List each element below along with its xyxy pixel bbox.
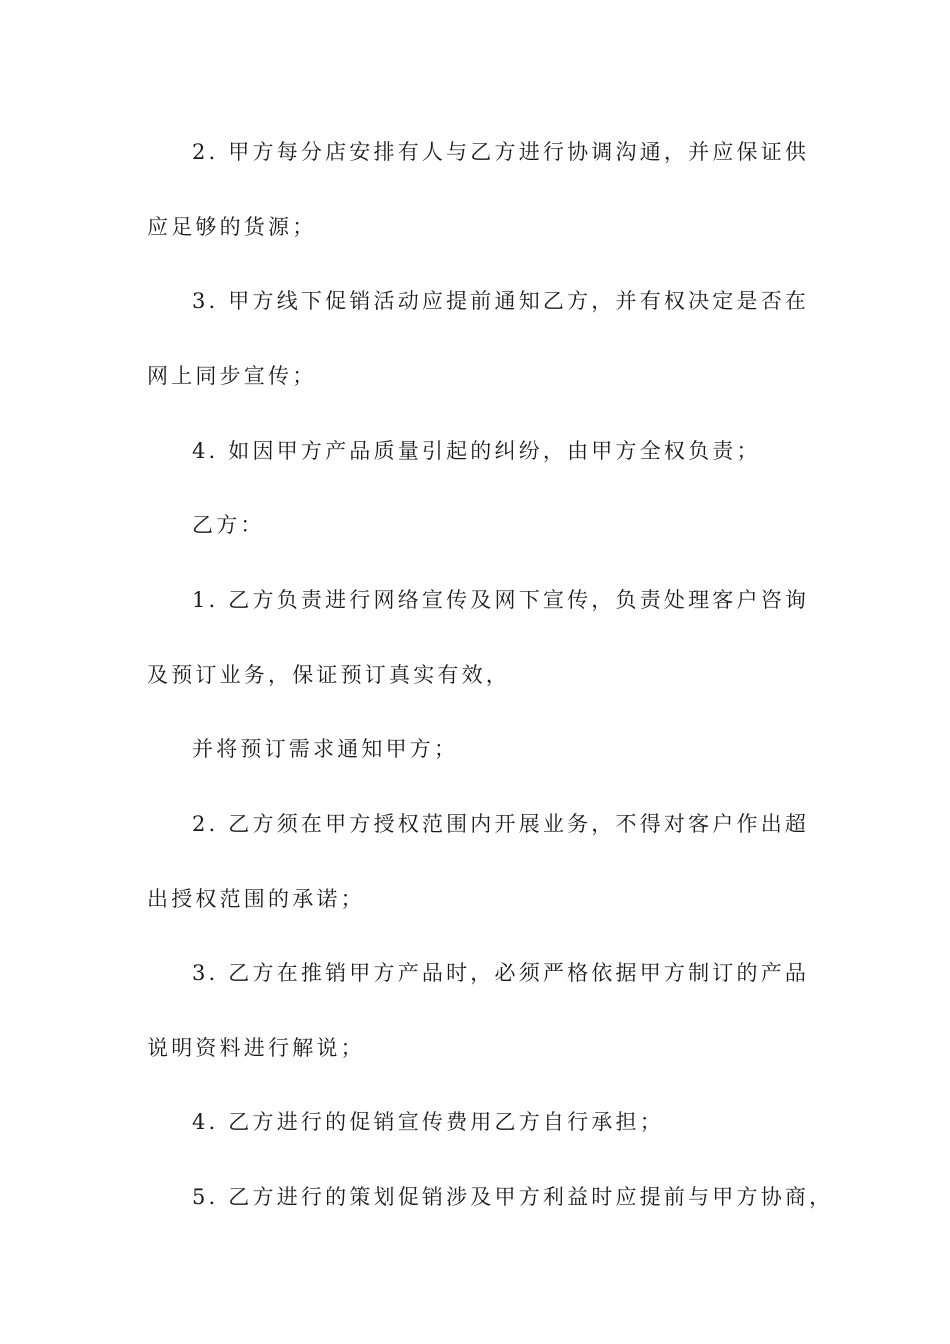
paragraph-line: 并将预订需求通知甲方； xyxy=(192,737,459,761)
paragraph-line: 应足够的货源； xyxy=(147,215,317,239)
paragraph-line: 出授权范围的承诺； xyxy=(147,887,365,911)
paragraph-line: 4. 如因甲方产品质量引起的纠纷，由甲方全权负责； xyxy=(192,439,761,463)
paragraph-line: 说明资料进行解说； xyxy=(147,1036,365,1060)
paragraph-line: 及预订业务，保证预订真实有效， xyxy=(147,663,510,687)
paragraph-line: 3. 甲方线下促销活动应提前通知乙方，并有权决定是否在 xyxy=(192,289,810,313)
paragraph-line: 2. 甲方每分店安排有人与乙方进行协调沟通，并应保证供 xyxy=(192,140,810,164)
paragraph-line: 网上同步宣传； xyxy=(147,364,317,388)
paragraph-line: 4. 乙方进行的促销宣传费用乙方自行承担； xyxy=(192,1110,664,1134)
paragraph-line: 2. 乙方须在甲方授权范围内开展业务，不得对客户作出超 xyxy=(192,812,810,836)
paragraph-line: 5. 乙方进行的策划促销涉及甲方利益时应提前与甲方协商， xyxy=(192,1185,834,1209)
section-heading: 乙方： xyxy=(192,513,265,537)
paragraph-line: 3. 乙方在推销甲方产品时，必须严格依据甲方制订的产品 xyxy=(192,961,810,985)
paragraph-line: 1. 乙方负责进行网络宣传及网下宣传，负责处理客户咨询 xyxy=(192,588,810,612)
